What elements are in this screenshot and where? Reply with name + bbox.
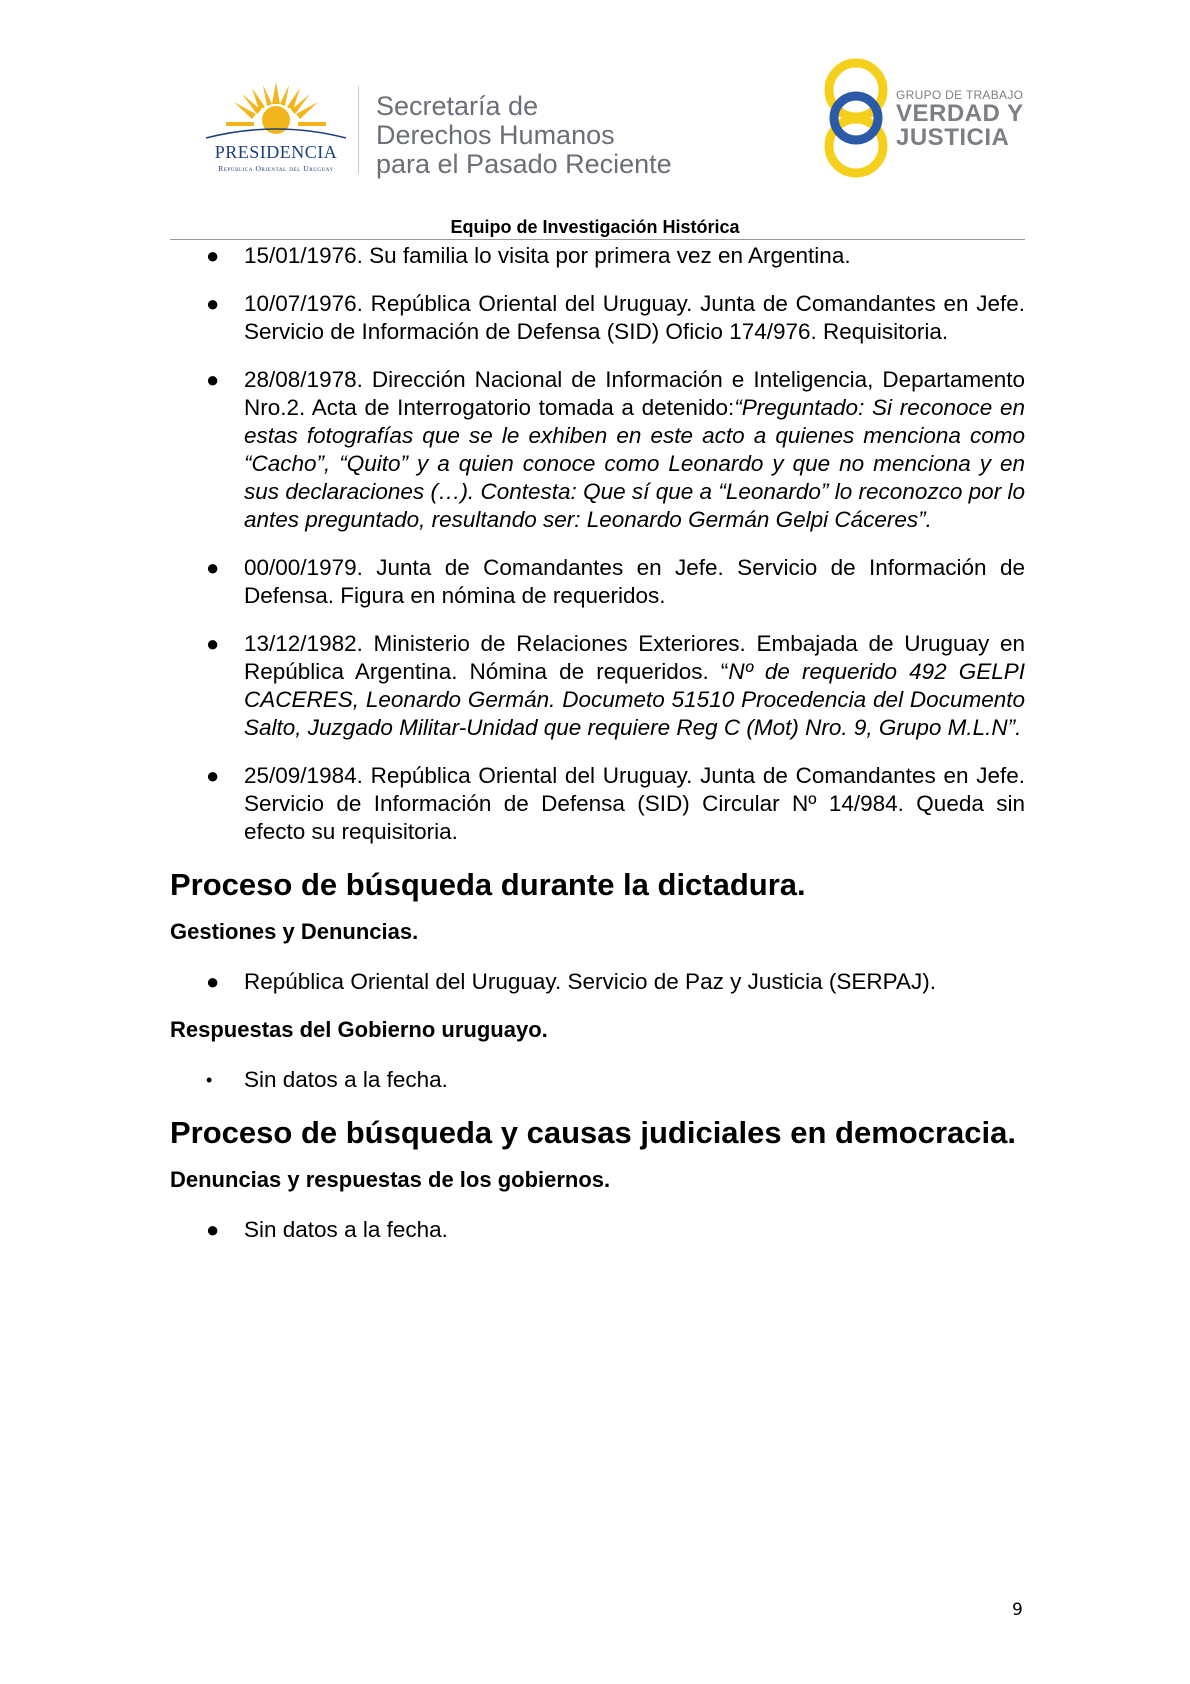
team-name: Equipo de Investigación Histórica — [450, 217, 740, 237]
gtvj-line-1: GRUPO DE TRABAJO — [896, 88, 1024, 102]
gtvj-wordmark — [896, 88, 1024, 150]
list-item — [170, 968, 1025, 996]
bullet-icon: ● — [206, 631, 220, 656]
section-title-democracia: Proceso de búsqueda y causas judiciales en democracia. — [170, 1115, 1016, 1150]
list-item-text: Sin datos a la fecha. — [244, 1217, 448, 1242]
secretaria-title — [376, 92, 672, 179]
timeline-item — [170, 290, 1025, 346]
logo-divider — [358, 86, 359, 174]
bullet-icon: ● — [206, 555, 220, 580]
gtvj-rings-icon — [820, 56, 892, 180]
bullet-icon: ● — [206, 291, 220, 316]
sun-emblem-icon — [196, 80, 356, 144]
header-rule — [170, 239, 1025, 240]
heading-gestiones: Gestiones y Denuncias. — [170, 919, 419, 944]
page-header — [0, 0, 1190, 240]
timeline-item — [170, 762, 1025, 846]
page-number: 9 — [1012, 1600, 1023, 1620]
secretaria-line-2: Derechos Humanos — [376, 120, 615, 150]
list-item-text: República Oriental del Uruguay. Servicio de Paz y Justicia (SERPAJ). — [244, 969, 936, 994]
timeline-item-text: 00/00/1979. Junta de Comandantes en Jefe. Servicio de Información de Defensa. Figura en nómina de requeridos. — [244, 555, 1025, 608]
denuncias-list — [170, 1216, 1025, 1244]
timeline-item-text: 28/08/1978. Dirección Nacional de Información e Inteligencia, Departamento Nro.2. Acta de Interrogatorio tomada a detenido: — [244, 367, 1025, 420]
heading-respuestas: Respuestas del Gobierno uruguayo. — [170, 1017, 548, 1042]
bullet-icon: ● — [206, 243, 220, 268]
timeline-item-text: 10/07/1976. República Oriental del Uruguay. Junta de Comandantes en Jefe. Servicio de Información de Defensa (SID) Oficio 174/976. Requisitoria. — [244, 291, 1025, 344]
gtvj-line-2: VERDAD Y — [896, 100, 1024, 127]
bullet-icon: ● — [206, 969, 220, 994]
bullet-icon: ● — [206, 1217, 220, 1242]
section-title-dictadura: Proceso de búsqueda durante la dictadura. — [170, 867, 806, 902]
list-item — [170, 1216, 1025, 1244]
timeline-item — [170, 242, 1025, 270]
document-body — [170, 242, 1025, 1264]
timeline-list — [170, 242, 1025, 846]
timeline-item-text: 15/01/1976. Su familia lo visita por primera vez en Argentina. — [244, 243, 851, 268]
timeline-item — [170, 630, 1025, 742]
bullet-icon: • — [206, 1070, 213, 1090]
timeline-item-text: 25/09/1984. República Oriental del Uruguay. Junta de Comandantes en Jefe. Servicio de Información de Defensa (SID) Circular Nº 14/984. Queda sin efecto su requisitoria. — [244, 763, 1025, 844]
timeline-item-quote: “Preguntado: Si reconoce en estas fotografías que se le exhiben en este acto a quienes menciona como “Cacho”, “Quito” y a quien conoce como Leonardo y que no menciona y en sus declaraciones (…). Contesta: Que sí que a “Leonardo” lo reconozco por lo antes preguntado, resultando ser: Leonardo Germán Gelpi Cáceres”. — [244, 395, 1026, 532]
timeline-item-text: 13/12/1982. Ministerio de Relaciones Exteriores. Embajada de Uruguay en República Argentina. Nómina de requeridos. “ — [244, 631, 1025, 684]
gestiones-list — [170, 968, 1025, 996]
gtvj-line-3: JUSTICIA — [896, 124, 1010, 151]
presidencia-logo — [196, 80, 356, 180]
timeline-item-quote: Nº de requerido 492 GELPI CACERES, Leonardo Germán. Documeto 51510 Procedencia del Documento Salto, Juzgado Militar-Unidad que requiere Reg C (Mot) Nro. 9, Grupo M.L.N”. — [244, 659, 1025, 740]
respuestas-list — [170, 1066, 1025, 1094]
secretaria-line-1: Secretaría de — [376, 91, 539, 121]
timeline-item — [170, 366, 1025, 534]
list-item — [170, 1066, 1025, 1094]
presidencia-wordmark: PRESIDENCIA — [214, 142, 338, 162]
secretaria-line-3: para el Pasado Reciente — [376, 149, 672, 179]
bullet-icon: ● — [206, 763, 220, 788]
presidencia-subtitle: República Oriental del Uruguay — [218, 164, 334, 173]
heading-denuncias: Denuncias y respuestas de los gobiernos. — [170, 1167, 611, 1192]
timeline-item — [170, 554, 1025, 610]
list-item-text: Sin datos a la fecha. — [244, 1067, 448, 1092]
bullet-icon: ● — [206, 367, 220, 392]
